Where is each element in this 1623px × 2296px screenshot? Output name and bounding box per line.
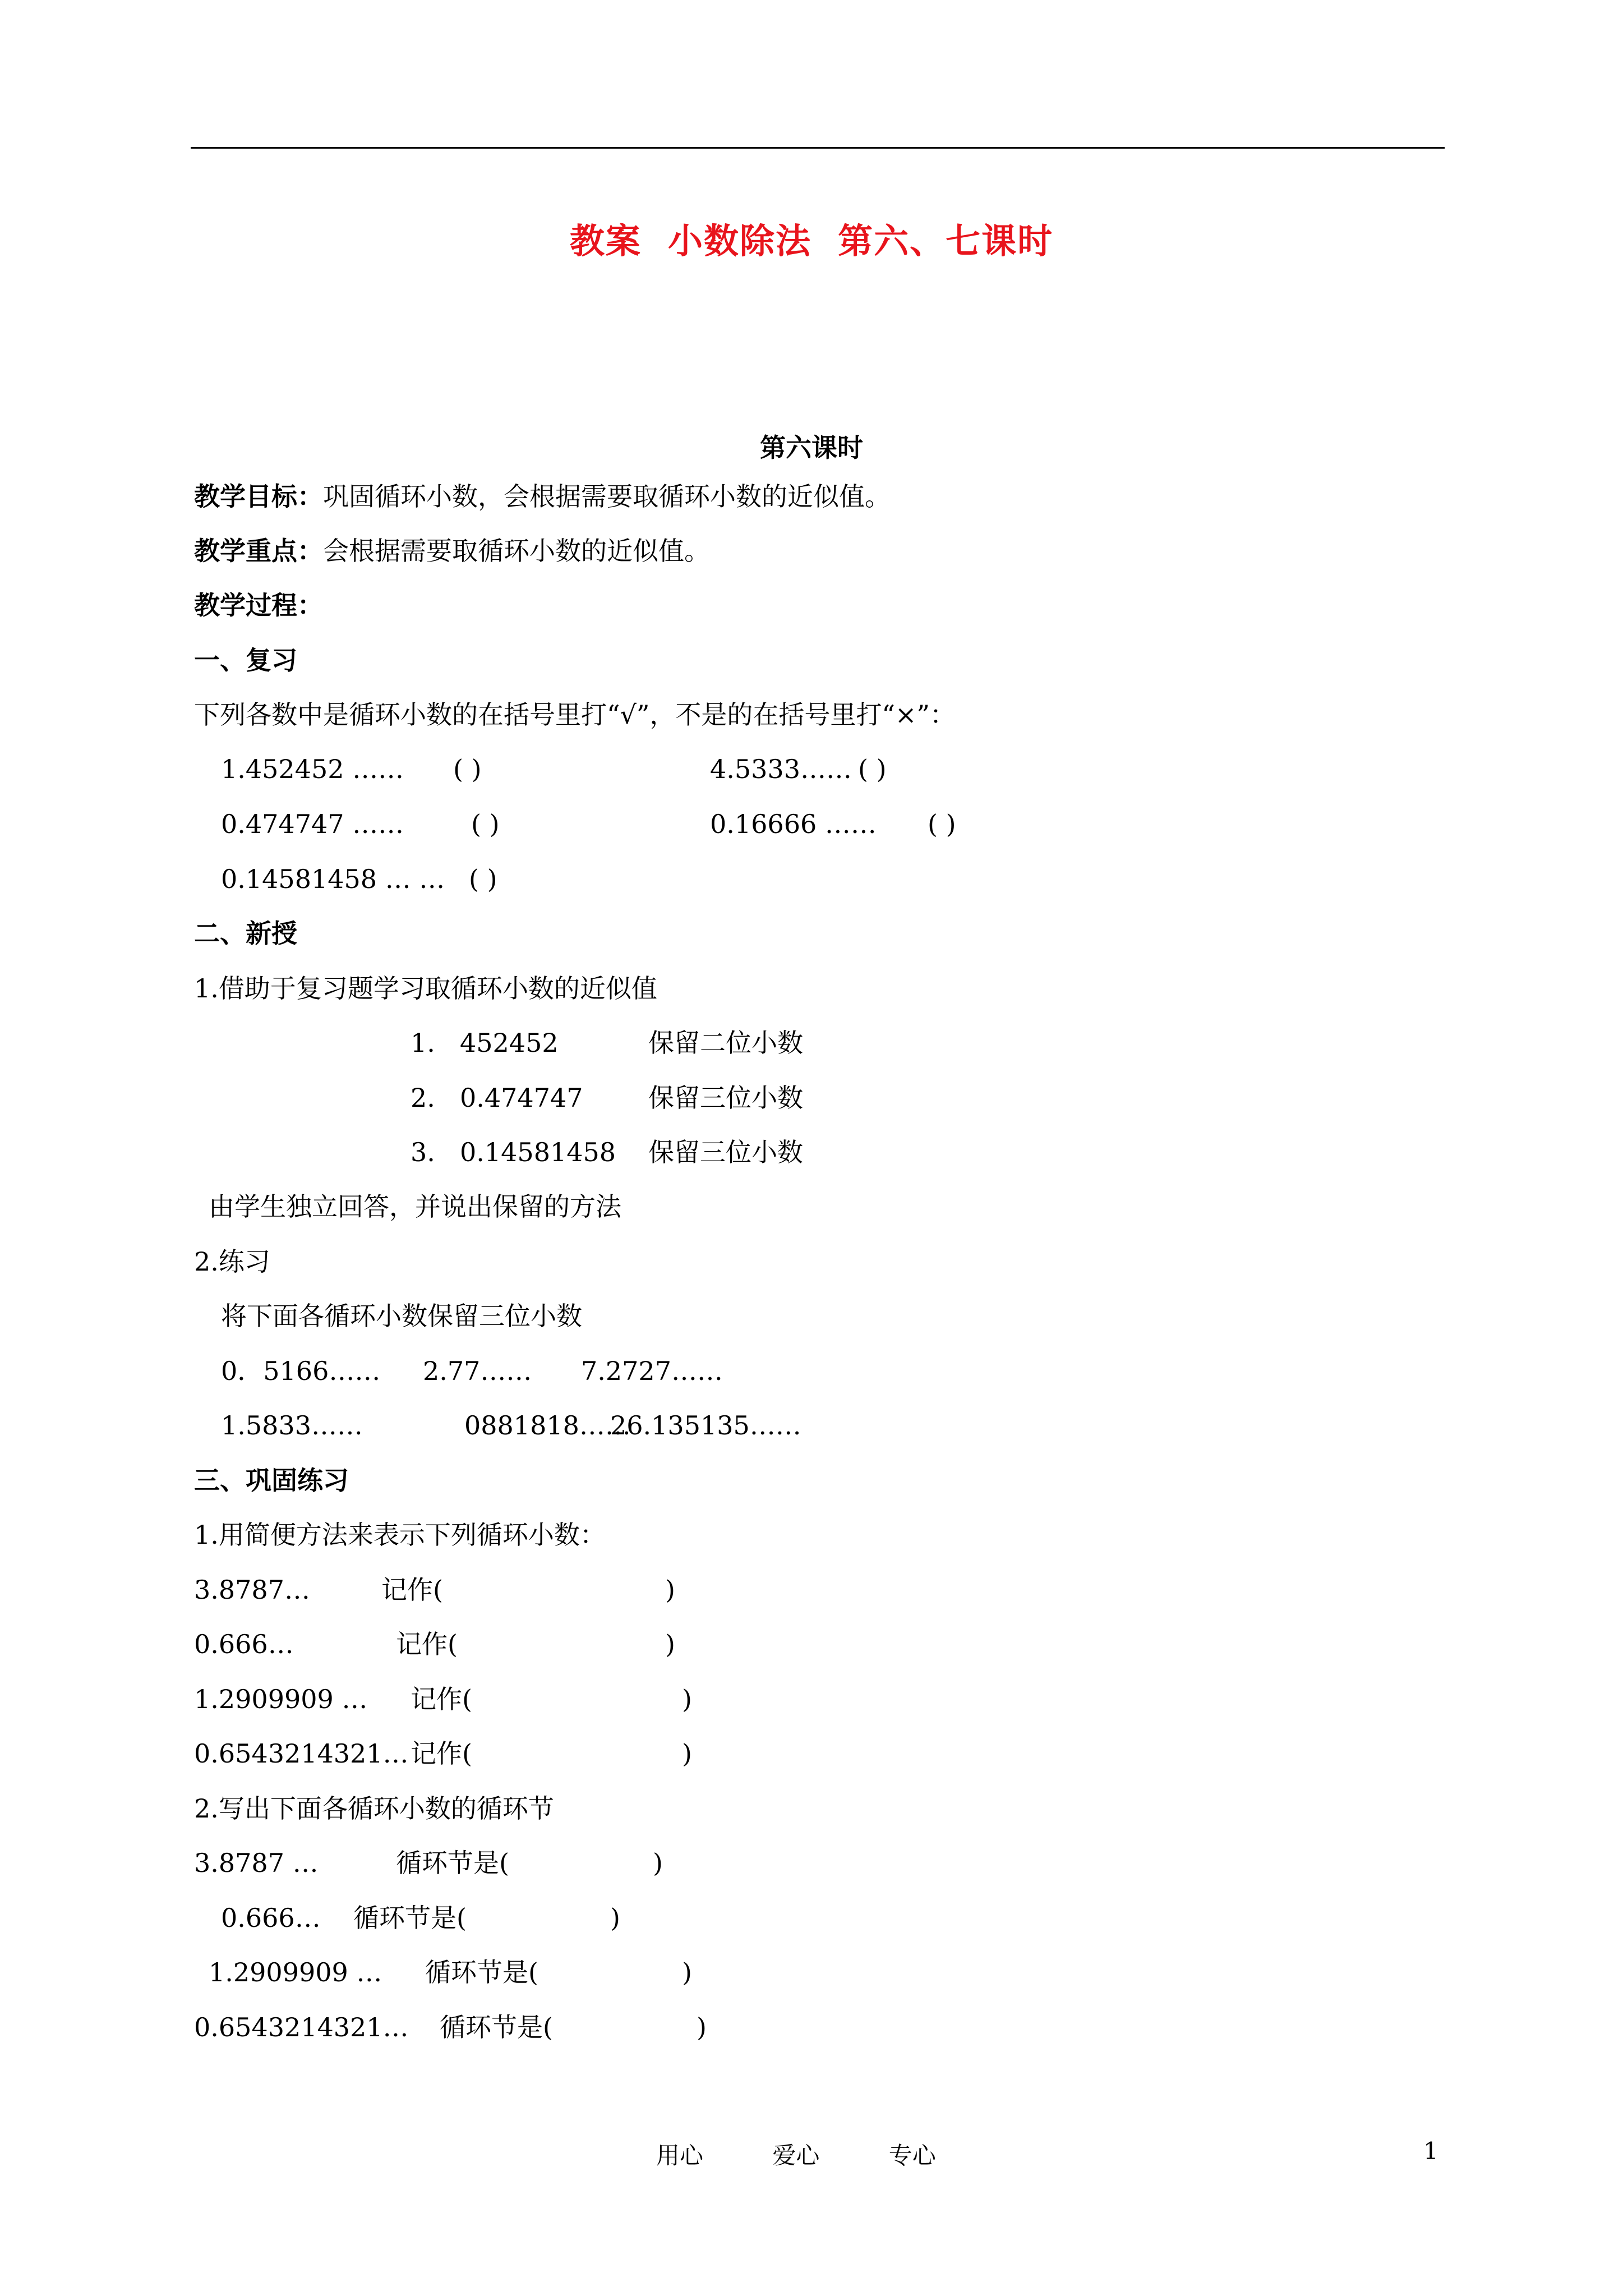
cycle-label: 循环节是( xyxy=(440,2012,553,2042)
document-title: 教案 小数除法 第六、七课时 xyxy=(569,220,1054,261)
section-heading-consolidate: 三、巩固练习 xyxy=(194,1465,349,1496)
notation-close: ) xyxy=(682,1738,692,1769)
notation-label: 记作( xyxy=(411,1684,472,1714)
cycle-number: 0.6543214321… xyxy=(194,2012,409,2042)
review-item-blank: ( ) xyxy=(471,809,500,839)
practice-number: 1.5833…… xyxy=(221,1410,363,1441)
header-rule xyxy=(191,147,1445,149)
review-item-blank: ( ) xyxy=(469,864,497,894)
notation-close: ) xyxy=(682,1684,692,1714)
objective-label: 教学目标： xyxy=(194,481,323,512)
notation-number: 1.2909909 … xyxy=(194,1684,368,1714)
practice-number: 26.135135…… xyxy=(610,1410,801,1441)
approx-number: 0.14581458 xyxy=(460,1137,616,1167)
objective-text: 巩固循环小数，会根据需要取循环小数的近似值。 xyxy=(323,481,891,512)
cycle-label: 循环节是( xyxy=(353,1903,467,1933)
approx-index: 3. xyxy=(411,1137,435,1167)
practice-number: 2.77…… xyxy=(423,1356,532,1386)
new-sub2: 2.练习 xyxy=(194,1246,270,1277)
approx-number: 452452 xyxy=(460,1028,559,1058)
cycle-label: 循环节是( xyxy=(396,1848,509,1878)
notation-number: 3.8787… xyxy=(194,1575,310,1605)
notation-label: 记作( xyxy=(411,1738,472,1769)
cycle-number: 3.8787 … xyxy=(194,1848,319,1878)
review-item-number: 0.16666 …… xyxy=(710,809,877,839)
practice-instruction: 将下面各循环小数保留三位小数 xyxy=(221,1301,582,1331)
practice-number: 7.2727…… xyxy=(581,1356,723,1386)
notation-close: ) xyxy=(665,1575,675,1605)
approx-index: 2. xyxy=(411,1083,435,1113)
practice-number: 0．5166…… xyxy=(221,1356,381,1386)
cycle-close: ) xyxy=(697,2012,707,2042)
section-heading-review: 一、复习 xyxy=(194,645,297,675)
review-instruction: 下列各数中是循环小数的在括号里打“√”，不是的在括号里打“×”： xyxy=(194,700,956,730)
cycle-close: ) xyxy=(682,1957,692,1987)
section-heading-new: 二、新授 xyxy=(194,918,297,949)
footer-motto: 专心 xyxy=(888,2142,936,2169)
keypoint-label: 教学重点： xyxy=(194,536,323,566)
review-item-blank: ( ) xyxy=(858,754,887,784)
review-item-number: 1.452452 …… xyxy=(221,754,404,784)
cycle-number: 0.666… xyxy=(221,1903,321,1933)
approx-requirement: 保留三位小数 xyxy=(648,1137,803,1167)
notation-close: ) xyxy=(665,1629,675,1659)
footer-mottos xyxy=(656,2137,998,2171)
cycle-number: 1.2909909 … xyxy=(209,1957,382,1987)
objective-line xyxy=(194,481,891,512)
approx-index: 1. xyxy=(411,1028,435,1058)
practice-number: 0881818…… xyxy=(464,1410,631,1441)
review-item-blank: ( ) xyxy=(928,809,956,839)
notation-number: 0.6543214321… xyxy=(194,1738,409,1769)
notation-label: 记作( xyxy=(381,1575,443,1605)
new-note: 由学生独立回答，并说出保留的方法 xyxy=(209,1191,621,1222)
cycle-label: 循环节是( xyxy=(425,1957,538,1987)
footer-motto: 爱心 xyxy=(772,2142,820,2169)
keypoint-text: 会根据需要取循环小数的近似值。 xyxy=(323,536,710,566)
consolidate-sub2: 2.写出下面各循环小数的循环节 xyxy=(194,1793,554,1824)
review-item-number: 0.474747 …… xyxy=(221,809,404,839)
cycle-close: ) xyxy=(610,1903,620,1933)
footer-motto: 用心 xyxy=(656,2142,704,2169)
consolidate-sub1: 1.用简便方法来表示下列循环小数： xyxy=(194,1520,606,1550)
approx-requirement: 保留三位小数 xyxy=(648,1083,803,1113)
lesson-title: 第六课时 xyxy=(760,432,863,463)
new-sub1: 1.借助于复习题学习取循环小数的近似值 xyxy=(194,973,657,1004)
notation-number: 0.666… xyxy=(194,1629,294,1659)
keypoint-line xyxy=(194,536,710,567)
notation-label: 记作( xyxy=(396,1629,458,1659)
approx-number: 0.474747 xyxy=(460,1083,583,1113)
page-number: 1 xyxy=(1423,2137,1438,2165)
cycle-close: ) xyxy=(653,1848,663,1878)
approx-requirement: 保留二位小数 xyxy=(648,1028,803,1058)
review-item-number: 4.5333…… xyxy=(710,754,852,784)
review-item-number: 0.14581458 … … xyxy=(221,864,445,894)
process-label: 教学过程： xyxy=(194,590,323,620)
review-item-blank: ( ) xyxy=(453,754,482,784)
